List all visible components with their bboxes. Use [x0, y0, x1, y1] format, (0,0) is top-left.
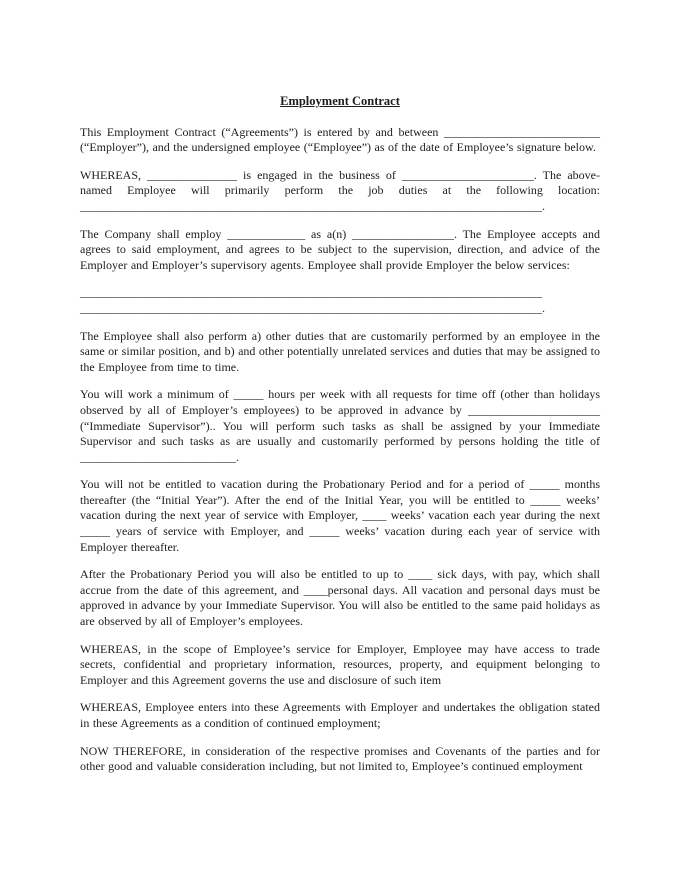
paragraph-employment-role: The Company shall employ _____________ as a(n) _________________. The Employee accepts and agrees to said employment, and agrees to be subject to the supervision, direction, and advice of the Employer and Employer’s supervisory agents. Employee shall provide Employer the below services:	[80, 226, 600, 272]
document-title: Employment Contract	[280, 94, 400, 108]
paragraph-whereas-obligation: WHEREAS, Employee enters into these Agreements with Employer and undertakes the obligation stated in these Agreements as a condition of continued employment;	[80, 700, 600, 730]
paragraph-now-therefore: NOW THEREFORE, in consideration of the respective promises and Covenants of the parties and for other good and valuable consideration including, but not limited to, Employee’s continued employment	[80, 743, 600, 774]
paragraph-whereas-business-location: WHEREAS, _______________ is engaged in the business of ______________________. The above-named Employee will primarily perform the job duties at the following location: _____________________________________________________________________________.	[80, 167, 600, 213]
paragraph-vacation: You will not be entitled to vacation during the Probationary Period and for a period of _____ months thereafter (the “Initial Year”). After the end of the Initial Year, you will be entitled to _____ weeks’ vacation during the next year of service with Employer, ____ weeks’ vacation each year during the next _____ years of service with Employer, and _____ weeks’ vacation during each year of service with Employer thereafter.	[80, 477, 600, 554]
paragraph-hours-supervisor: You will work a minimum of _____ hours per week with all requests for time off (other than holidays observed by all of Employer’s employees) to be approved in advance by ______________________ (“Immediate Supervisor”).. You will perform such tasks as shall be assigned by your Immediate Supervisor and such tasks as are usually and customarily performed by persons holding the title of __________________________.	[80, 387, 600, 464]
paragraph-parties: This Employment Contract (“Agreements”) is entered by and between __________________________ (“Employer”), and the undersigned employee (“Employee”) as of the date of Employee’s signature below.	[80, 124, 600, 155]
paragraph-other-duties: The Employee shall also perform a) other duties that are customarily performed by an employee in the same or similar position, and b) and other potentially unrelated services and duties that may be assigned to the Employee from time to time.	[80, 328, 600, 374]
paragraph-whereas-trade-secrets: WHEREAS, in the scope of Employee’s service for Employer, Employee may have access to trade secrets, confidential and proprietary information, resources, property, and equipment belonging to Employer and this Agreement governs the use and disclosure of such item	[80, 641, 600, 687]
paragraph-sick-days: After the Probationary Period you will also be entitled to up to ____ sick days, with pay, which shall accrue from the date of this agreement, and ____personal days. All vacation and personal days must be approved in advance by your Immediate Supervisor. You will also be entitled to the same paid holidays as are observed by all of Employer’s employees.	[80, 567, 600, 629]
services-blank-lines: _____________________________________________________________________________ _____________________________________________________________________________.	[80, 285, 545, 315]
